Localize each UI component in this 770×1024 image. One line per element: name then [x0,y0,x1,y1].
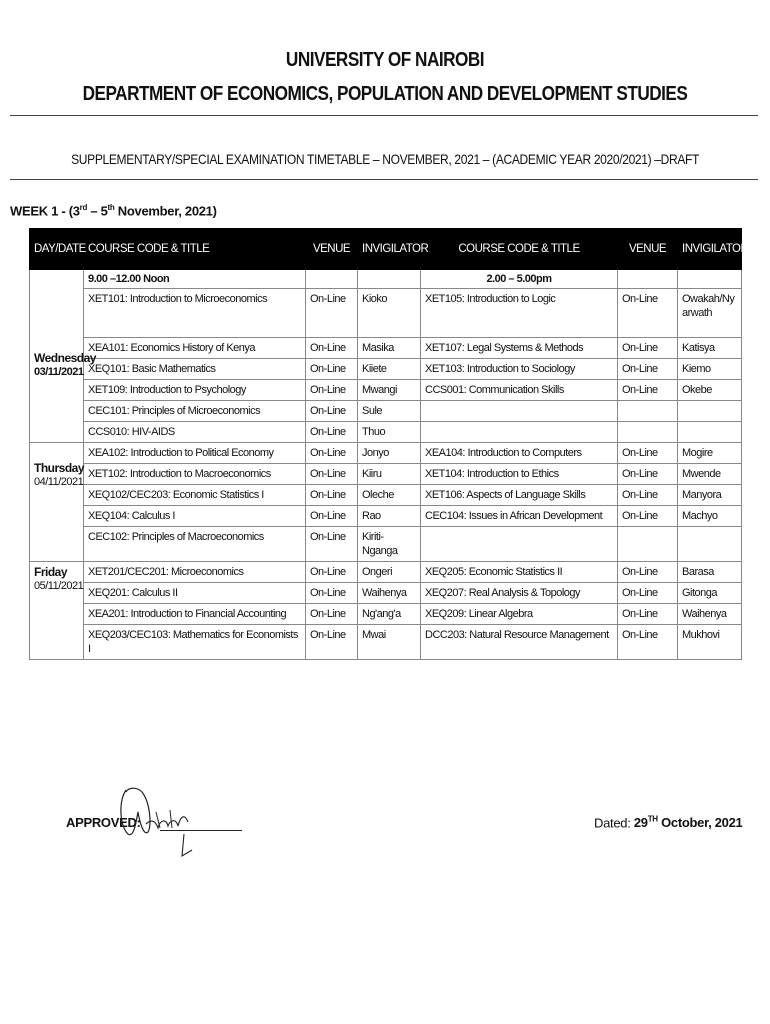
venue-cell: On-Line [306,443,358,464]
invigilator-cell: Kioko [358,289,421,338]
venue-cell [618,422,678,443]
venue-cell: On-Line [306,485,358,506]
invigilator-cell: Okebe [678,380,742,401]
course-cell: XEA104: Introduction to Computers [421,443,618,464]
handwritten-signature [112,782,202,862]
day-cell-wednesday [30,270,96,443]
course-cell: XEA101: Economics History of Kenya [84,338,306,359]
invigilator-cell: Manyora [678,485,742,506]
venue-cell: On-Line [618,380,678,401]
course-cell: XET109: Introduction to Psychology [84,380,306,401]
venue-cell: On-Line [306,289,358,338]
venue-cell: On-Line [306,338,358,359]
course-cell: XEQ205: Economic Statistics II [421,562,618,583]
course-cell: XET105: Introduction to Logic [421,289,618,338]
invigilator-cell: Machyo [678,506,742,527]
venue-cell: On-Line [618,443,678,464]
table-row [30,380,742,401]
invigilator-cell: Rao [358,506,421,527]
course-cell: XET101: Introduction to Microeconomics [84,289,306,338]
venue-cell: On-Line [618,625,678,660]
course-cell [421,401,618,422]
subtitle-divider [10,179,758,180]
exam-timetable [29,228,749,660]
invigilator-cell: Katisya [678,338,742,359]
session-morning: 9.00 –12.00 Noon [84,270,306,289]
venue-cell: On-Line [306,464,358,485]
invigilator-cell: Ongeri [358,562,421,583]
venue-cell: On-Line [618,562,678,583]
venue-cell [618,401,678,422]
course-cell: CCS010: HIV-AIDS [84,422,306,443]
invigilator-cell: Gitonga [678,583,742,604]
invigilator-cell: Ng'ang'a [358,604,421,625]
invigilator-cell: Mukhovi [678,625,742,660]
table-row [30,401,742,422]
session-afternoon: 2.00 – 5.00pm [421,270,618,289]
course-cell: XET102: Introduction to Macroeconomics [84,464,306,485]
invigilator-cell: Waihenya [358,583,421,604]
day-name: Friday [34,565,68,579]
venue-cell: On-Line [306,562,358,583]
table-row [30,625,742,660]
day-date: 05/11/2021 [34,580,84,592]
dated-text: Dated: 29TH October, 2021 [594,815,743,831]
course-cell: XEQ101: Basic Mathematics [84,359,306,380]
invigilator-cell: Mwangi [358,380,421,401]
course-cell: CEC101: Principles of Microeconomics [84,401,306,422]
venue-cell: On-Line [618,289,678,338]
invigilator-cell: Oleche [358,485,421,506]
invigilator-cell: Kiiete [358,359,421,380]
university-title: UNIVERSITY OF NAIROBI [285,49,485,71]
invigilator-cell: Jonyo [358,443,421,464]
invigilator-cell [678,527,742,562]
invigilator-cell [678,422,742,443]
invigilator-cell [678,401,742,422]
invigilator-cell: Waihenya [678,604,742,625]
header-venue-morning: VENUE [306,229,358,270]
course-cell: XET107: Legal Systems & Methods [421,338,618,359]
venue-cell: On-Line [618,464,678,485]
header-invigilator-afternoon: INVIGILATOR [678,229,742,270]
course-cell: DCC203: Natural Resource Management [421,625,618,660]
invigilator-cell: Sule [358,401,421,422]
timetable-subtitle: SUPPLEMENTARY/SPECIAL EXAMINATION TIMETABLE – NOVEMBER, 2021 – (ACADEMIC YEAR 2020/2021) –DRAFT [71,151,699,167]
venue-cell: On-Line [618,359,678,380]
day-date: 04/11/2021 [34,476,84,488]
venue-cell: On-Line [306,527,358,562]
header-venue-afternoon: VENUE [618,229,678,270]
invigilator-cell: Barasa [678,562,742,583]
course-cell: CEC104: Issues in African Development [421,506,618,527]
venue-cell: On-Line [306,604,358,625]
course-cell: XEA102: Introduction to Political Economy [84,443,306,464]
day-cell-friday [30,562,84,660]
venue-cell: On-Line [618,485,678,506]
course-cell: CCS001: Communication Skills [421,380,618,401]
venue-cell: On-Line [618,338,678,359]
course-cell [421,422,618,443]
invigilator-cell: Mogire [678,443,742,464]
course-cell: XEQ207: Real Analysis & Topology [421,583,618,604]
table-row [30,485,742,506]
venue-cell: On-Line [306,422,358,443]
venue-cell: On-Line [618,604,678,625]
course-cell: XEQ102/CEC203: Economic Statistics I [84,485,306,506]
table-row [30,422,742,443]
venue-cell: On-Line [618,583,678,604]
invigilator-cell: Masika [358,338,421,359]
venue-cell: On-Line [306,380,358,401]
header-course-afternoon: COURSE CODE & TITLE [421,229,618,270]
week-heading: WEEK 1 - (3rd – 5th November, 2021) [10,203,217,219]
day-date: 03/11/2021 [34,366,84,378]
table-header-row [30,229,742,270]
session-row [30,270,742,289]
table-row [30,562,742,583]
department-title: DEPARTMENT OF ECONOMICS, POPULATION AND DEVELOPMENT STUDIES [82,83,688,105]
invigilator-cell: Mwai [358,625,421,660]
invigilator-cell: Kiemo [678,359,742,380]
course-cell: CEC102: Principles of Macroeconomics [84,527,306,562]
table-row [30,338,742,359]
venue-cell: On-Line [306,401,358,422]
course-cell: XEQ203/CEC103: Mathematics for Economists I [84,625,306,660]
table-row [30,506,742,527]
header-course-morning: COURSE CODE & TITLE [84,229,306,270]
invigilator-cell: Kiiru [358,464,421,485]
table-row [30,289,742,338]
venue-cell: On-Line [306,359,358,380]
day-cell-thursday [30,443,84,562]
course-cell: XET201/CEC201: Microeconomics [84,562,306,583]
approved-label: APPROVED: [66,815,141,830]
course-cell: XEQ209: Linear Algebra [421,604,618,625]
course-cell: XET103: Introduction to Sociology [421,359,618,380]
course-cell [421,527,618,562]
table-row [30,604,742,625]
venue-cell: On-Line [306,506,358,527]
table-row [30,464,742,485]
invigilator-cell: Owakah/Nyarwath [678,289,742,338]
course-cell: XEA201: Introduction to Financial Accounting [84,604,306,625]
table-row [30,583,742,604]
venue-cell: On-Line [618,506,678,527]
course-cell: XET104: Introduction to Ethics [421,464,618,485]
day-name: Wednesday [34,351,96,365]
course-cell: XEQ104: Calculus I [84,506,306,527]
header-invigilator-morning: INVIGILATOR [358,229,421,270]
course-cell: XET106: Aspects of Language Skills [421,485,618,506]
venue-cell: On-Line [306,583,358,604]
course-cell: XEQ201: Calculus II [84,583,306,604]
invigilator-cell: Mwende [678,464,742,485]
table-row [30,443,742,464]
invigilator-cell: Thuo [358,422,421,443]
invigilator-cell: Kiriti-Nganga [358,527,421,562]
venue-cell: On-Line [306,625,358,660]
day-name: Thursday [34,461,85,475]
table-row [30,359,742,380]
table-row [30,527,742,562]
venue-cell [618,527,678,562]
header-divider [10,115,758,116]
header-daydate: DAY/DATE [30,229,84,270]
